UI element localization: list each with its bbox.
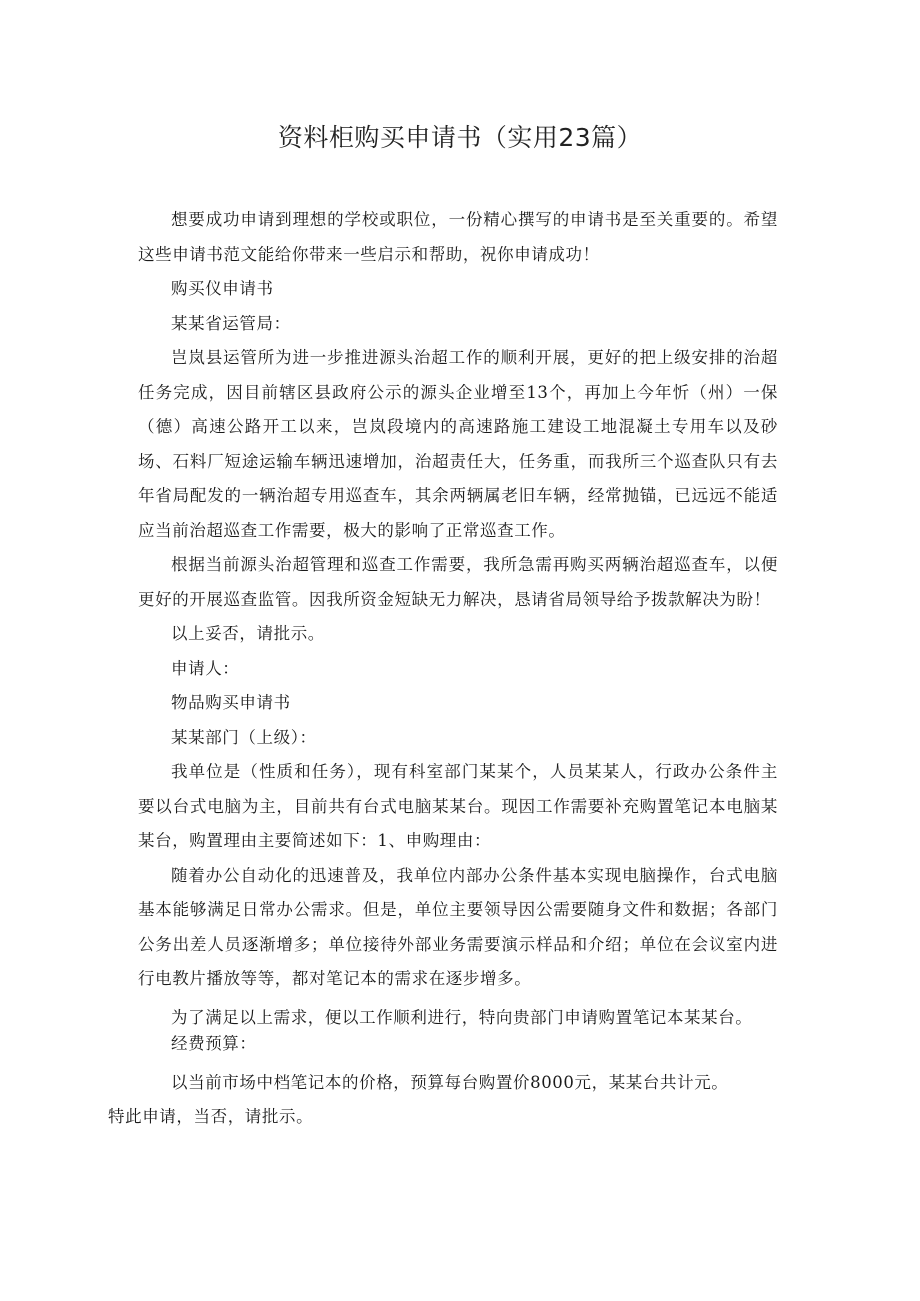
paragraph-request: 根据当前源头治超管理和巡查工作需要，我所急需再购买两辆治超巡查车，以便更好的开展巡查监管。因我所资金短缺无力解决，恳请省局领导给予拨款解决为盼！: [138, 555, 778, 609]
paragraph-background: 岂岚县运管所为进一步推进源头治超工作的顺利开展，更好的把上级安排的治超任务完成，因目前辖区县政府公示的源头企业增至13个，再加上今年忻（州）一保（德）高速公路开工以来，岂岚段境内的高速路施工建设工地混凝土专用车以及砂场、石料厂短途运输车辆迅速增加，治超责任大，任务重，而我所三个巡查队只有去年省局配发的一辆治超专用巡查车，其余两辆属老旧车辆，经常抛锚，已远远不能适应当前治超巡查工作需要，极大的影响了正常巡查工作。: [138, 348, 778, 540]
salutation-department: 某某部门（上级）：: [171, 727, 317, 747]
section-heading-purchase-application: 购买仪申请书: [171, 279, 274, 298]
paragraph-reasons: 随着办公自动化的迅速普及，我单位内部办公条件基本实现电脑操作，台式电脑基本能够满足日常办公需求。但是，单位主要领导因公需要随身文件和数据；各部门公务出差人员逐渐增多；单位接待外部业务需要演示样品和介绍；单位在会议室内进行电教片播放等等，都对笔记本的需求在逐步增多。: [138, 865, 778, 988]
paragraph-application-statement: 为了满足以上需求，便以工作顺利进行，特向贵部门申请购置笔记本某某台。: [171, 1007, 753, 1027]
document-title: 资料柜购买申请书（实用23篇）: [277, 123, 643, 152]
section-heading-item-purchase: 物品购买申请书: [171, 693, 291, 712]
budget-heading: 经费预算：: [171, 1034, 257, 1053]
paragraph-final-closing: 特此申请，当否，请批示。: [108, 1107, 314, 1126]
paragraph-closing-request: 以上妥否，请批示。: [171, 624, 325, 643]
paragraph-unit-description: 我单位是（性质和任务），现有科室部门某某个，人员某某人，行政办公条件主要以台式电脑为主，目前共有台式电脑某某台。现因工作需要补充购置笔记本电脑某某台，购置理由主要简述如下：1、申购理由：: [138, 762, 778, 850]
paragraph-budget: 以当前市场中档笔记本的价格，预算每台购置价8000元，某某台共计元。: [171, 1072, 729, 1092]
document-body: [108, 203, 778, 1135]
paragraph-intro: 想要成功申请到理想的学校或职位，一份精心撰写的申请书是至关重要的。希望这些申请书范文能给你带来一些启示和帮助，祝你申请成功！: [138, 210, 778, 264]
applicant-label: 申请人：: [171, 658, 240, 678]
salutation-recipient: 某某省运管局：: [171, 313, 291, 333]
